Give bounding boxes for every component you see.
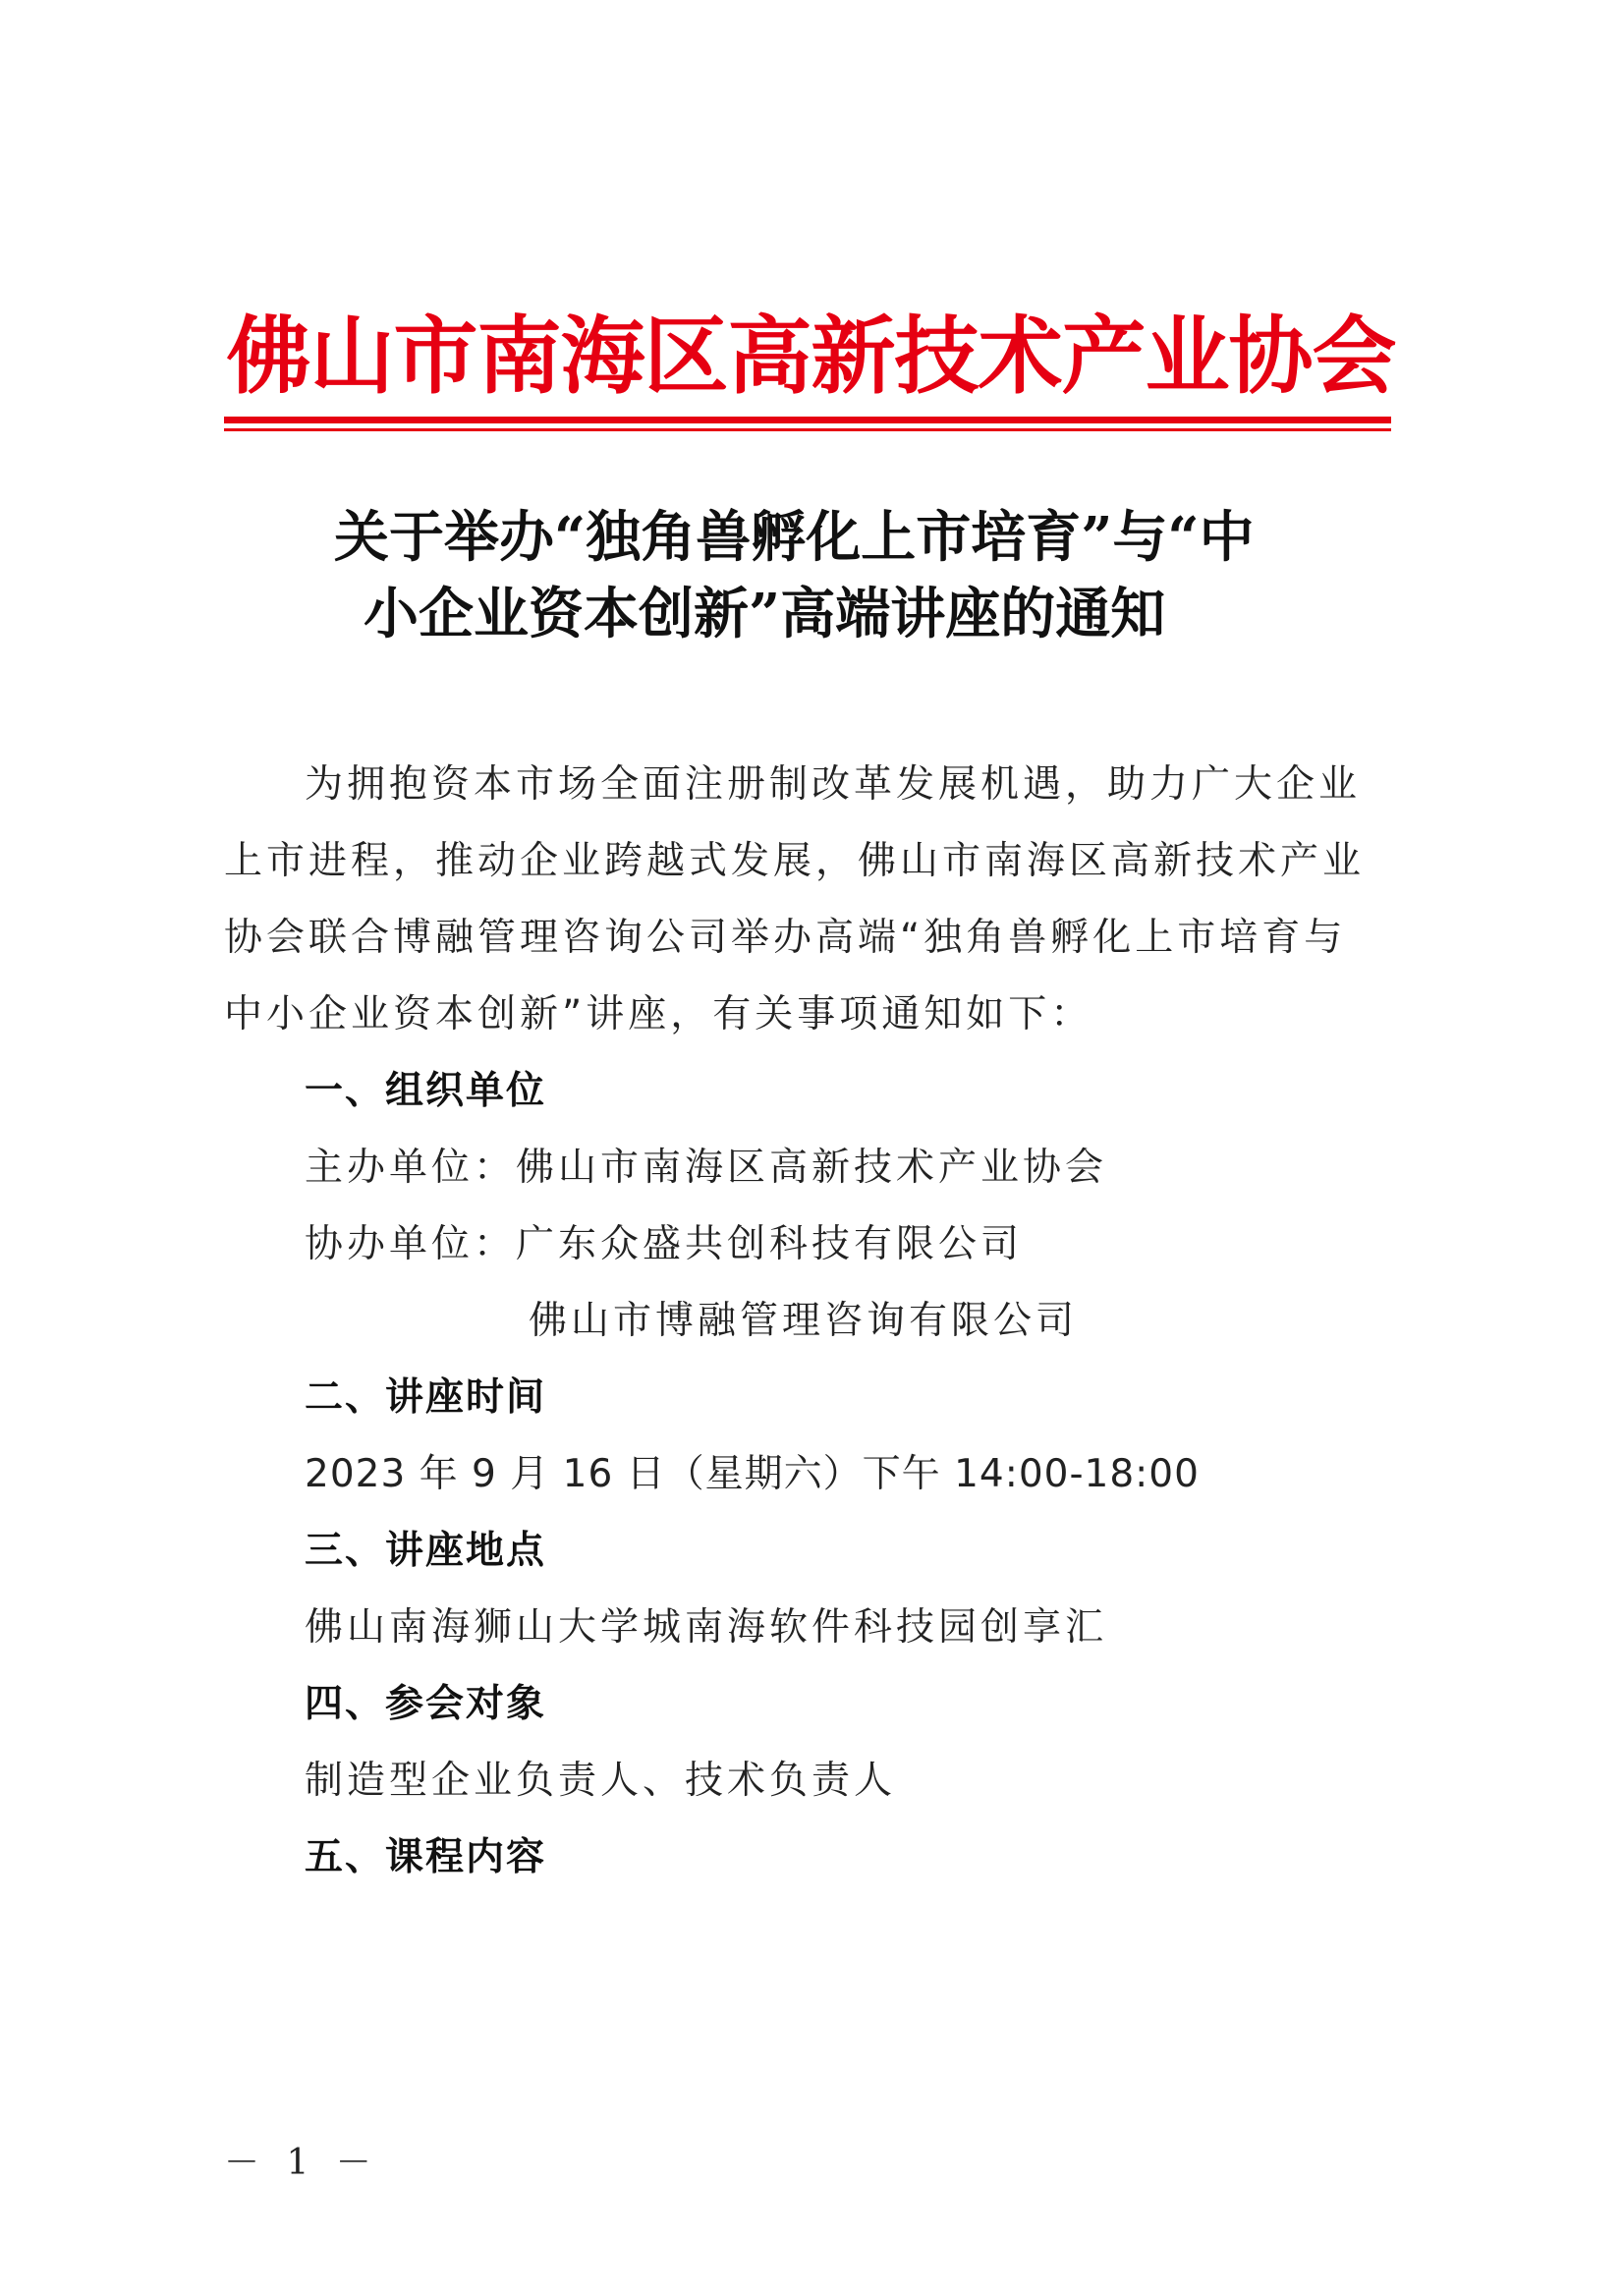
document-title	[334, 499, 1425, 652]
masthead-org-name: 佛山市南海区高新技术产业协会	[226, 307, 1396, 406]
intro-line: 为拥抱资本市场全面注册制改革发展机遇，助力广大企业	[305, 762, 1362, 807]
page-number: － 1 －	[224, 2143, 379, 2183]
masthead-rule-thick	[224, 417, 1391, 423]
document-title-line1: 关于举办“独角兽孵化上市培育”与“中	[334, 505, 1255, 570]
intro-line: 上市进程，推动企业跨越式发展，佛山市南海区高新技术产业	[224, 839, 1366, 883]
organizer-host: 主办单位：佛山市南海区高新技术产业协会	[305, 1146, 1108, 1190]
organizer-co-host-2: 佛山市博融管理咨询有限公司	[529, 1299, 1079, 1343]
document-title-line2: 小企业资本创新”高端讲座的通知	[364, 582, 1166, 646]
intro-line: 中小企业资本创新”讲座，有关事项通知如下：	[224, 992, 1093, 1036]
section-heading-time: 二、讲座时间	[305, 1375, 547, 1420]
intro-line: 协会联合博融管理咨询公司举办高端“独角兽孵化上市培育与	[224, 916, 1347, 960]
lecture-location: 佛山南海狮山大学城南海软件科技园创享汇	[305, 1605, 1108, 1650]
document-body	[224, 747, 1413, 1896]
organizer-co-host-1: 协办单位：广东众盛共创科技有限公司	[305, 1222, 1024, 1266]
section-heading-organizer: 一、组织单位	[305, 1069, 547, 1113]
section-heading-location: 三、讲座地点	[305, 1529, 547, 1573]
section-heading-content: 五、课程内容	[305, 1835, 547, 1879]
lecture-time: 2023 年 9 月 16 日（星期六）下午 14:00-18:00	[305, 1452, 1200, 1496]
section-heading-audience: 四、参会对象	[305, 1682, 547, 1726]
masthead-rule-thin	[224, 428, 1391, 431]
lecture-audience: 制造型企业负责人、技术负责人	[305, 1759, 897, 1803]
